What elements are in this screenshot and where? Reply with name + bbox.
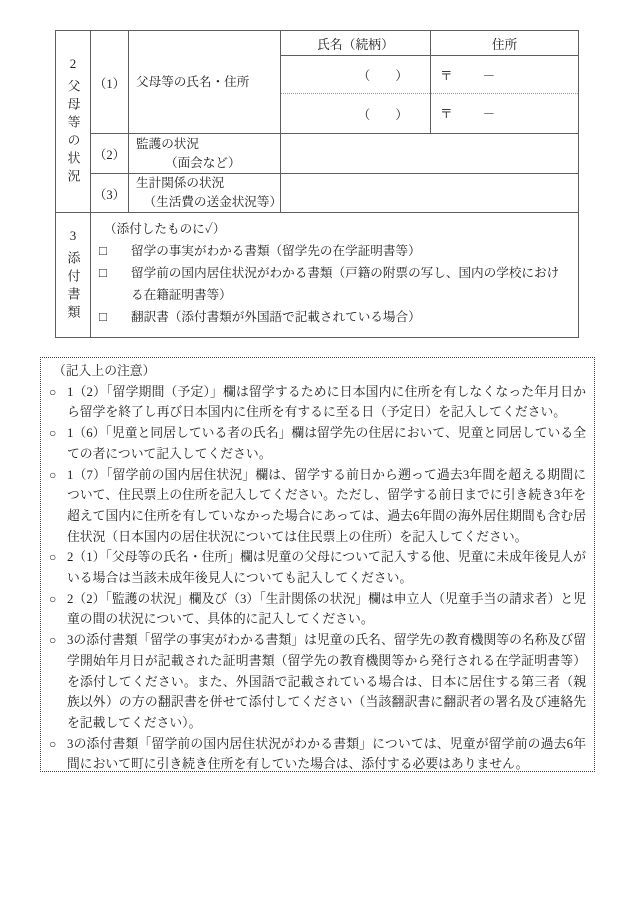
item3-label-line1: 生計関係の状況 xyxy=(136,176,225,190)
checkbox-icon[interactable]: □ xyxy=(99,309,107,324)
parents-status-table xyxy=(55,30,579,338)
section3-number: 3 xyxy=(69,227,77,243)
item2-label xyxy=(129,134,281,174)
note-text: 1（7）「留学前の国内居住状況」欄は、留学する前日から遡って過去3年間を超える期間について、住民票上の住所を記入してください。ただし、留学する前日までに引き続き3年を超えて国内に住所を有していなかった場合にあっては、過去6年間の海外居住期間も含む居住状況（日本国内の居住状況については住民票上の住所）を記入してください。 xyxy=(67,467,586,544)
note-text: 3の添付書類「留学の事実がわかる書類」は児童の氏名、留学先の教育機関等の名称及び留学開始年月日が記載された証明書類（留学先の教育機関等から発行される在学証明書等）を添付してください。また、外国語で記載されている場合は、日本に居住する第三者（親族以外）の方の翻訳書を併せて添付してください（当該翻訳書に翻訳者の署名及び連絡先を記載してください）。 xyxy=(67,633,586,730)
circle-bullet-icon: ○ xyxy=(49,467,57,482)
circle-bullet-icon: ○ xyxy=(49,736,57,751)
item2-label-line1: 監護の状況 xyxy=(136,136,199,151)
circle-bullet-icon: ○ xyxy=(49,591,57,606)
attachment-item-label: 留学の事実がわかる書類（留学先の在学証明書等） xyxy=(131,244,421,258)
checkbox-icon[interactable]: □ xyxy=(99,265,107,280)
postal-mark-icon: 〒 xyxy=(440,69,453,83)
circle-bullet-icon: ○ xyxy=(49,633,57,648)
circle-bullet-icon: ○ xyxy=(49,426,57,441)
parent1-address-field[interactable] xyxy=(431,56,579,94)
note-text: 2（2）「監護の状況」欄及び（3）「生計関係の状況」欄は申立人（児童手当の請求者）と児童の間の状況について、具体的に記入してください。 xyxy=(67,591,586,627)
note-item xyxy=(49,630,586,734)
attachment-item-row xyxy=(97,240,573,262)
attachments-instruction: （添付したものに✓） xyxy=(104,222,226,236)
attachments-cell xyxy=(91,213,579,338)
postal-dash: － xyxy=(482,69,496,83)
parent2-name-field[interactable] xyxy=(281,94,431,134)
name-column-header: 氏名（続柄） xyxy=(281,31,431,56)
attachment-item-row xyxy=(97,262,573,306)
item3-number: （3） xyxy=(91,174,129,213)
parent2-address-field[interactable] xyxy=(431,94,579,134)
note-text: 1（6）「児童と同居している者の氏名」欄は留学先の住居において、児童と同居している全ての者について記入してください。 xyxy=(67,426,586,461)
note-item xyxy=(49,734,586,775)
circle-bullet-icon: ○ xyxy=(49,550,57,565)
custody-status-field[interactable] xyxy=(281,134,579,174)
note-text: 1（2）「留学期間（予定）」欄は留学するために日本国内に住所を有しなくなった年月日から留学を終了し再び日本国内に住所を有するに至る日（予定日）を記入してください。 xyxy=(67,384,586,420)
section3-vertical-label xyxy=(56,213,91,338)
item3-label xyxy=(129,174,281,213)
item3-label-line2: （生活費の送金状況等） xyxy=(143,195,283,209)
note-item xyxy=(49,382,586,423)
item1-label: 父母等の氏名・住所 xyxy=(129,31,281,134)
parent1-relation-parens: （ ） xyxy=(357,69,408,83)
filling-notes-box xyxy=(40,357,595,772)
postal-dash: － xyxy=(482,107,496,121)
postal-mark-icon: 〒 xyxy=(440,107,453,121)
item2-number: （2） xyxy=(91,134,129,174)
note-item xyxy=(49,465,586,548)
attachment-item-label: 翻訳書（添付書類が外国語で記載されている場合） xyxy=(131,310,421,324)
notes-title: （記入上の注意） xyxy=(53,364,156,378)
section2-vertical-label xyxy=(56,31,91,213)
circle-bullet-icon: ○ xyxy=(49,384,57,399)
note-item xyxy=(49,589,586,630)
checkbox-icon[interactable]: □ xyxy=(99,243,107,258)
note-item xyxy=(49,547,586,588)
livelihood-status-field[interactable] xyxy=(281,174,579,213)
note-text: 3の添付書類「留学前の国内居住状況がわかる書類」については、児童が留学前の過去6年間において町に引き続き住所を有していた場合は、添付する必要はありません。 xyxy=(67,736,586,772)
attachment-item-label: 留学前の国内居住状況がわかる書類（戸籍の附票の写し、国内の学校における在籍証明書等） xyxy=(131,266,560,302)
note-text: 2（1）「父母等の氏名・住所」欄は児童の父母について記入する他、児童に未成年後見人がいる場合は当該未成年後見人についても記入してください。 xyxy=(67,550,586,586)
item2-label-line2: （面会など） xyxy=(164,155,241,170)
address-column-header: 住所 xyxy=(431,31,579,56)
parent1-name-field[interactable] xyxy=(281,56,431,94)
attachment-item-row xyxy=(97,306,573,328)
section3-title: 添付書類 xyxy=(65,250,81,323)
parent2-relation-parens: （ ） xyxy=(357,108,408,122)
note-item xyxy=(49,423,586,464)
section2-number: 2 xyxy=(69,56,77,71)
item1-number: （1） xyxy=(91,31,129,134)
section2-title: 父母等の状況 xyxy=(65,79,81,187)
